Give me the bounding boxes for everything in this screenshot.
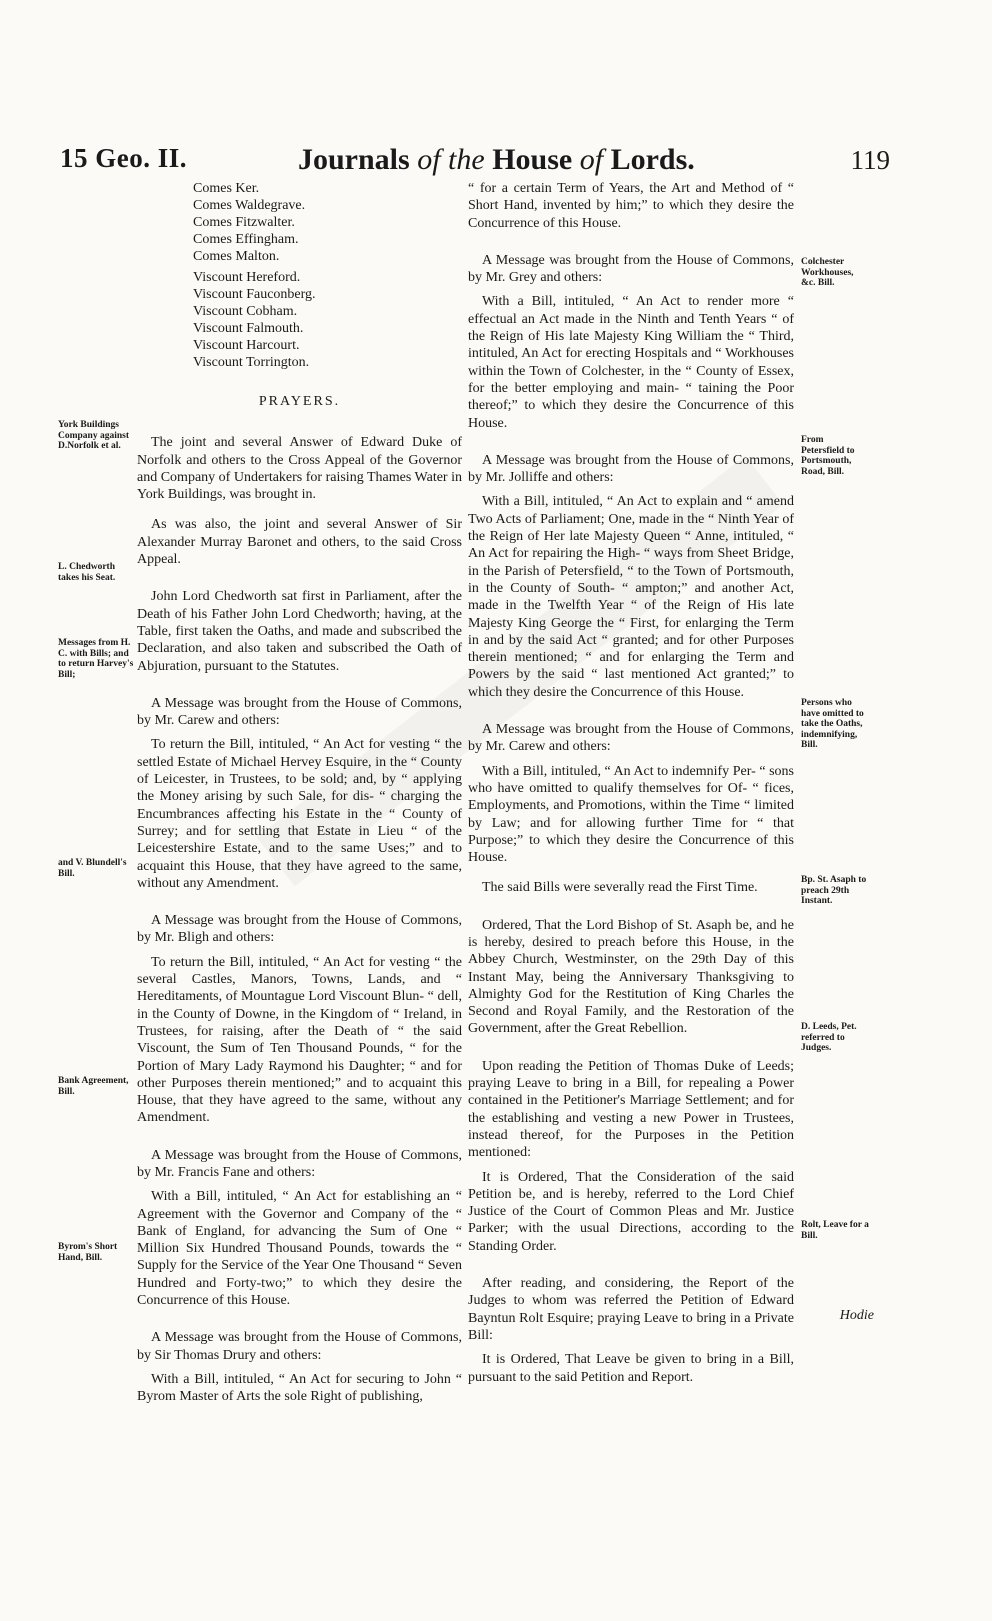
entry-paragraph: A Message was brought from the House of Commons, by Mr. Bligh and others: (137, 913, 462, 946)
lord-entry: Comes Waldegrave. (193, 198, 306, 213)
entry-paragraph: With a Bill, intituled, “ An Act to explain and “ amend Two Acts of Parliament; One, made in the “ Ninth Year of the Reign of Her late Majesty Queen “ Anne, intituled, “ An Act for repairing the High- “ ways from Sheet Bridge, in the Parish of Petersfield, “ to the Town of Portsmouth, in the County of South- “ ampton;” and another Act, made in the Twelfth Year “ of the Reign of His late Majesty King George the “ First, for enlarging the Term in and by the said Act “ granted; and for other Purposes therein mentioned; “ and for enlarging the Term and Powers by the said “ last mentioned Act granted;” to which they desire the Concurrence of this House. (468, 494, 794, 700)
lord-entry: Comes Fitzwalter. (193, 215, 295, 230)
entry-paragraph: A Message was brought from the House of Commons, by Mr. Carew and others: (468, 722, 794, 755)
title-word: House (492, 143, 573, 176)
page-header (60, 143, 890, 185)
margin-note: York Buildings Company against D.Norfolk et al. (58, 420, 129, 451)
lord-entry: Viscount Fauconberg. (193, 287, 316, 302)
entry-paragraph: The said Bills were severally read the First Time. (482, 880, 758, 896)
lord-entry: Viscount Torrington. (193, 355, 310, 370)
margin-note: L. Chedworth takes his Seat. (58, 562, 116, 583)
right-column (468, 180, 794, 1399)
entry-paragraph: John Lord Chedworth sat first in Parliament, after the Death of his Father John Lord Chedworth; having, at the Table, first taken the Oaths, and made and subscribed the Declaration, and also taken and subscribed the Oath of Abjuration, pursuant to the Statutes. (137, 589, 462, 674)
title-word: of (579, 143, 604, 176)
lord-entry: Viscount Hereford. (193, 270, 301, 285)
margin-note: D. Leeds, Pet. referred to Judges. (801, 1022, 857, 1053)
prayers-heading: PRAYERS. (258, 394, 341, 409)
entry-paragraph: With a Bill, intituled, “ An Act for establishing an “ Agreement with the Governor and Company of the “ Bank of England, for advancing the Sum of One “ Million Six Hundred Thousand Pounds, towards the “ Supply for the Service of the Year One Thousand “ Seven Hundred and Forty-two;” to which they desire the Concurrence of this House. (137, 1189, 462, 1309)
entry-paragraph: A Message was brought from the House of Commons, by Sir Thomas Drury and others: (137, 1330, 462, 1363)
entry-paragraph: Ordered, That the Lord Bishop of St. Asaph be, and he is hereby, desired to preach before this House, in the Abbey Church, Westminster, on the 29th Day of this Instant May, being the Anniversary Thanksgiving to Almighty God for the Restitution of King Charles the Second and Royal Family, and the Restoration of the Government, after the Great Rebellion. (468, 917, 794, 1037)
entry-paragraph: With a Bill, intituled, “ An Act to indemnify Per- “ sons who have omitted to qualify themselves for Of- “ fices, Employments, and Promotions, within the Time “ limited by Law; and for allowing further Time for “ that Purpose;” to which they desire the Concurrence of this House. (468, 763, 794, 866)
entry-paragraph: With a Bill, intituled, “ An Act to render more “ effectual an Act made in the Ninth and Tenth Years “ of the Reign of His late Majesty King William the “ Third, intituled, An Act for erecting Hospitals and “ Workhouses within the Town of Colchester, in the “ County of Essex, for the better employing and main- “ taining the Poor thereof;” to which they desire the Concurrence of this House. (468, 294, 794, 431)
regnal-year: 15 Geo. II. (60, 143, 187, 173)
entry-paragraph: A Message was brought from the House of Commons, by Mr. Grey and others: (468, 252, 794, 286)
entry-paragraph: It is Ordered, That the Consideration of the said Petition be, and is hereby, referred to the Lord Chief Justice of the Court of Common Pleas and Mr. Justice Parker; with the usual Directions, according to the Standing Order. (468, 1169, 794, 1254)
title-word: of (417, 143, 441, 176)
entry-paragraph: A Message was brought from the House of Commons, by Mr. Carew and others: (137, 695, 462, 729)
page-number: 119 (850, 145, 890, 175)
title-word: the (448, 143, 485, 176)
entry-paragraph: To return the Bill, intituled, “ An Act for vesting “ the settled Estate of Michael Hervey Esquire, in the “ County of Leicester, in Trustees, to be sold; and, by “ applying the Money arising by such Sale, for dis- “ charging the Encumbrances affecting his Estate in the “ County of Surrey; and for settling that Estate in Lieu “ of the Leicestershire Estate, and to the same Uses;” and to acquaint this House, that they have agreed to the same, without any Amendment. (137, 737, 462, 891)
entry-paragraph: As was also, the joint and several Answer of Sir Alexander Murray Baronet and others, to the said Cross Appeal. (137, 517, 462, 568)
margin-note: Persons who have omitted to take the Oaths, indemnifying, Bill. (801, 698, 864, 750)
margin-note: Bp. St. Asaph to preach 29th Instant. (801, 875, 867, 906)
entry-paragraph: It is Ordered, That Leave be given to bring in a Bill, pursuant to the said Petition and Report. (468, 1352, 794, 1385)
margin-note: Rolt, Leave for a Bill. (801, 1220, 869, 1241)
title-word: Journals (298, 143, 410, 176)
title-word: Lords. (610, 143, 695, 176)
entry-paragraph: A Message was brought from the House of Commons, by Mr. Francis Fane and others: (137, 1147, 462, 1180)
lord-entry: Viscount Falmouth. (193, 321, 304, 336)
margin-note: From Petersfield to Portsmouth, Road, Bill. (801, 435, 855, 477)
entry-paragraph: After reading, and considering, the Report of the Judges to whom was referred the Petition of Edward Bayntun Rolt Esquire; praying Leave to bring in a Private Bill: (468, 1276, 794, 1343)
lord-entry: Viscount Harcourt. (193, 338, 300, 353)
margin-note: Colchester Workhouses, &c. Bill. (801, 257, 854, 288)
lord-entry: Comes Ker. (193, 181, 260, 196)
margin-note: Byrom's Short Hand, Bill. (58, 1242, 118, 1263)
entry-paragraph: A Message was brought from the House of Commons, by Mr. Jolliffe and others: (468, 452, 794, 486)
lord-entry: Comes Malton. (193, 249, 280, 264)
catchword: Hodie (839, 1308, 874, 1323)
entry-paragraph: “ for a certain Term of Years, the Art and Method of “ Short Hand, invented by him;” to which they desire the Concurrence of this House. (468, 181, 794, 231)
lord-entry: Comes Effingham. (193, 232, 299, 247)
left-column (137, 180, 462, 1419)
journal-title (298, 143, 695, 177)
margin-note: and V. Blundell's Bill. (58, 858, 127, 879)
entry-paragraph: The joint and several Answer of Edward Duke of Norfolk and others to the Cross Appeal of the Governor and Company of Undertakers for raising Thames Water in York Buildings, was brought in. (137, 435, 462, 503)
entry-paragraph: With a Bill, intituled, “ An Act for securing to John “ Byrom Master of Arts the sole Right of publishing, (137, 1371, 462, 1405)
entry-paragraph: To return the Bill, intituled, “ An Act for vesting “ the several Castles, Manors, Towns, Lands, and “ Hereditaments, of Mountague Lord Viscount Blun- “ dell, in the County of Downe, in the Kingdom of “ Ireland, in Trustees, for raising, after the Death of “ the said Viscount, the Sum of Ten Thousand Pounds, “ for the Portion of Mary Lady Raymond his Daughter; “ and for other Purposes therein mentioned;” and to acquaint this House, that they have agreed to the same, without any Amendment. (137, 954, 462, 1126)
margin-note: Messages from H. C. with Bills; and to return Harvey's Bill; (58, 638, 134, 680)
lord-entry: Viscount Cobham. (193, 304, 298, 319)
entry-paragraph: Upon reading the Petition of Thomas Duke of Leeds; praying Leave to bring in a Bill, for repealing a Power contained in the Petitioner's Marriage Settlement; and for the establishing and vesting a new Power in Trustees, instead thereof, for the Purposes in the Petition mentioned: (468, 1058, 794, 1161)
margin-note: Bank Agreement, Bill. (58, 1076, 129, 1097)
lords-present-list (193, 180, 462, 371)
